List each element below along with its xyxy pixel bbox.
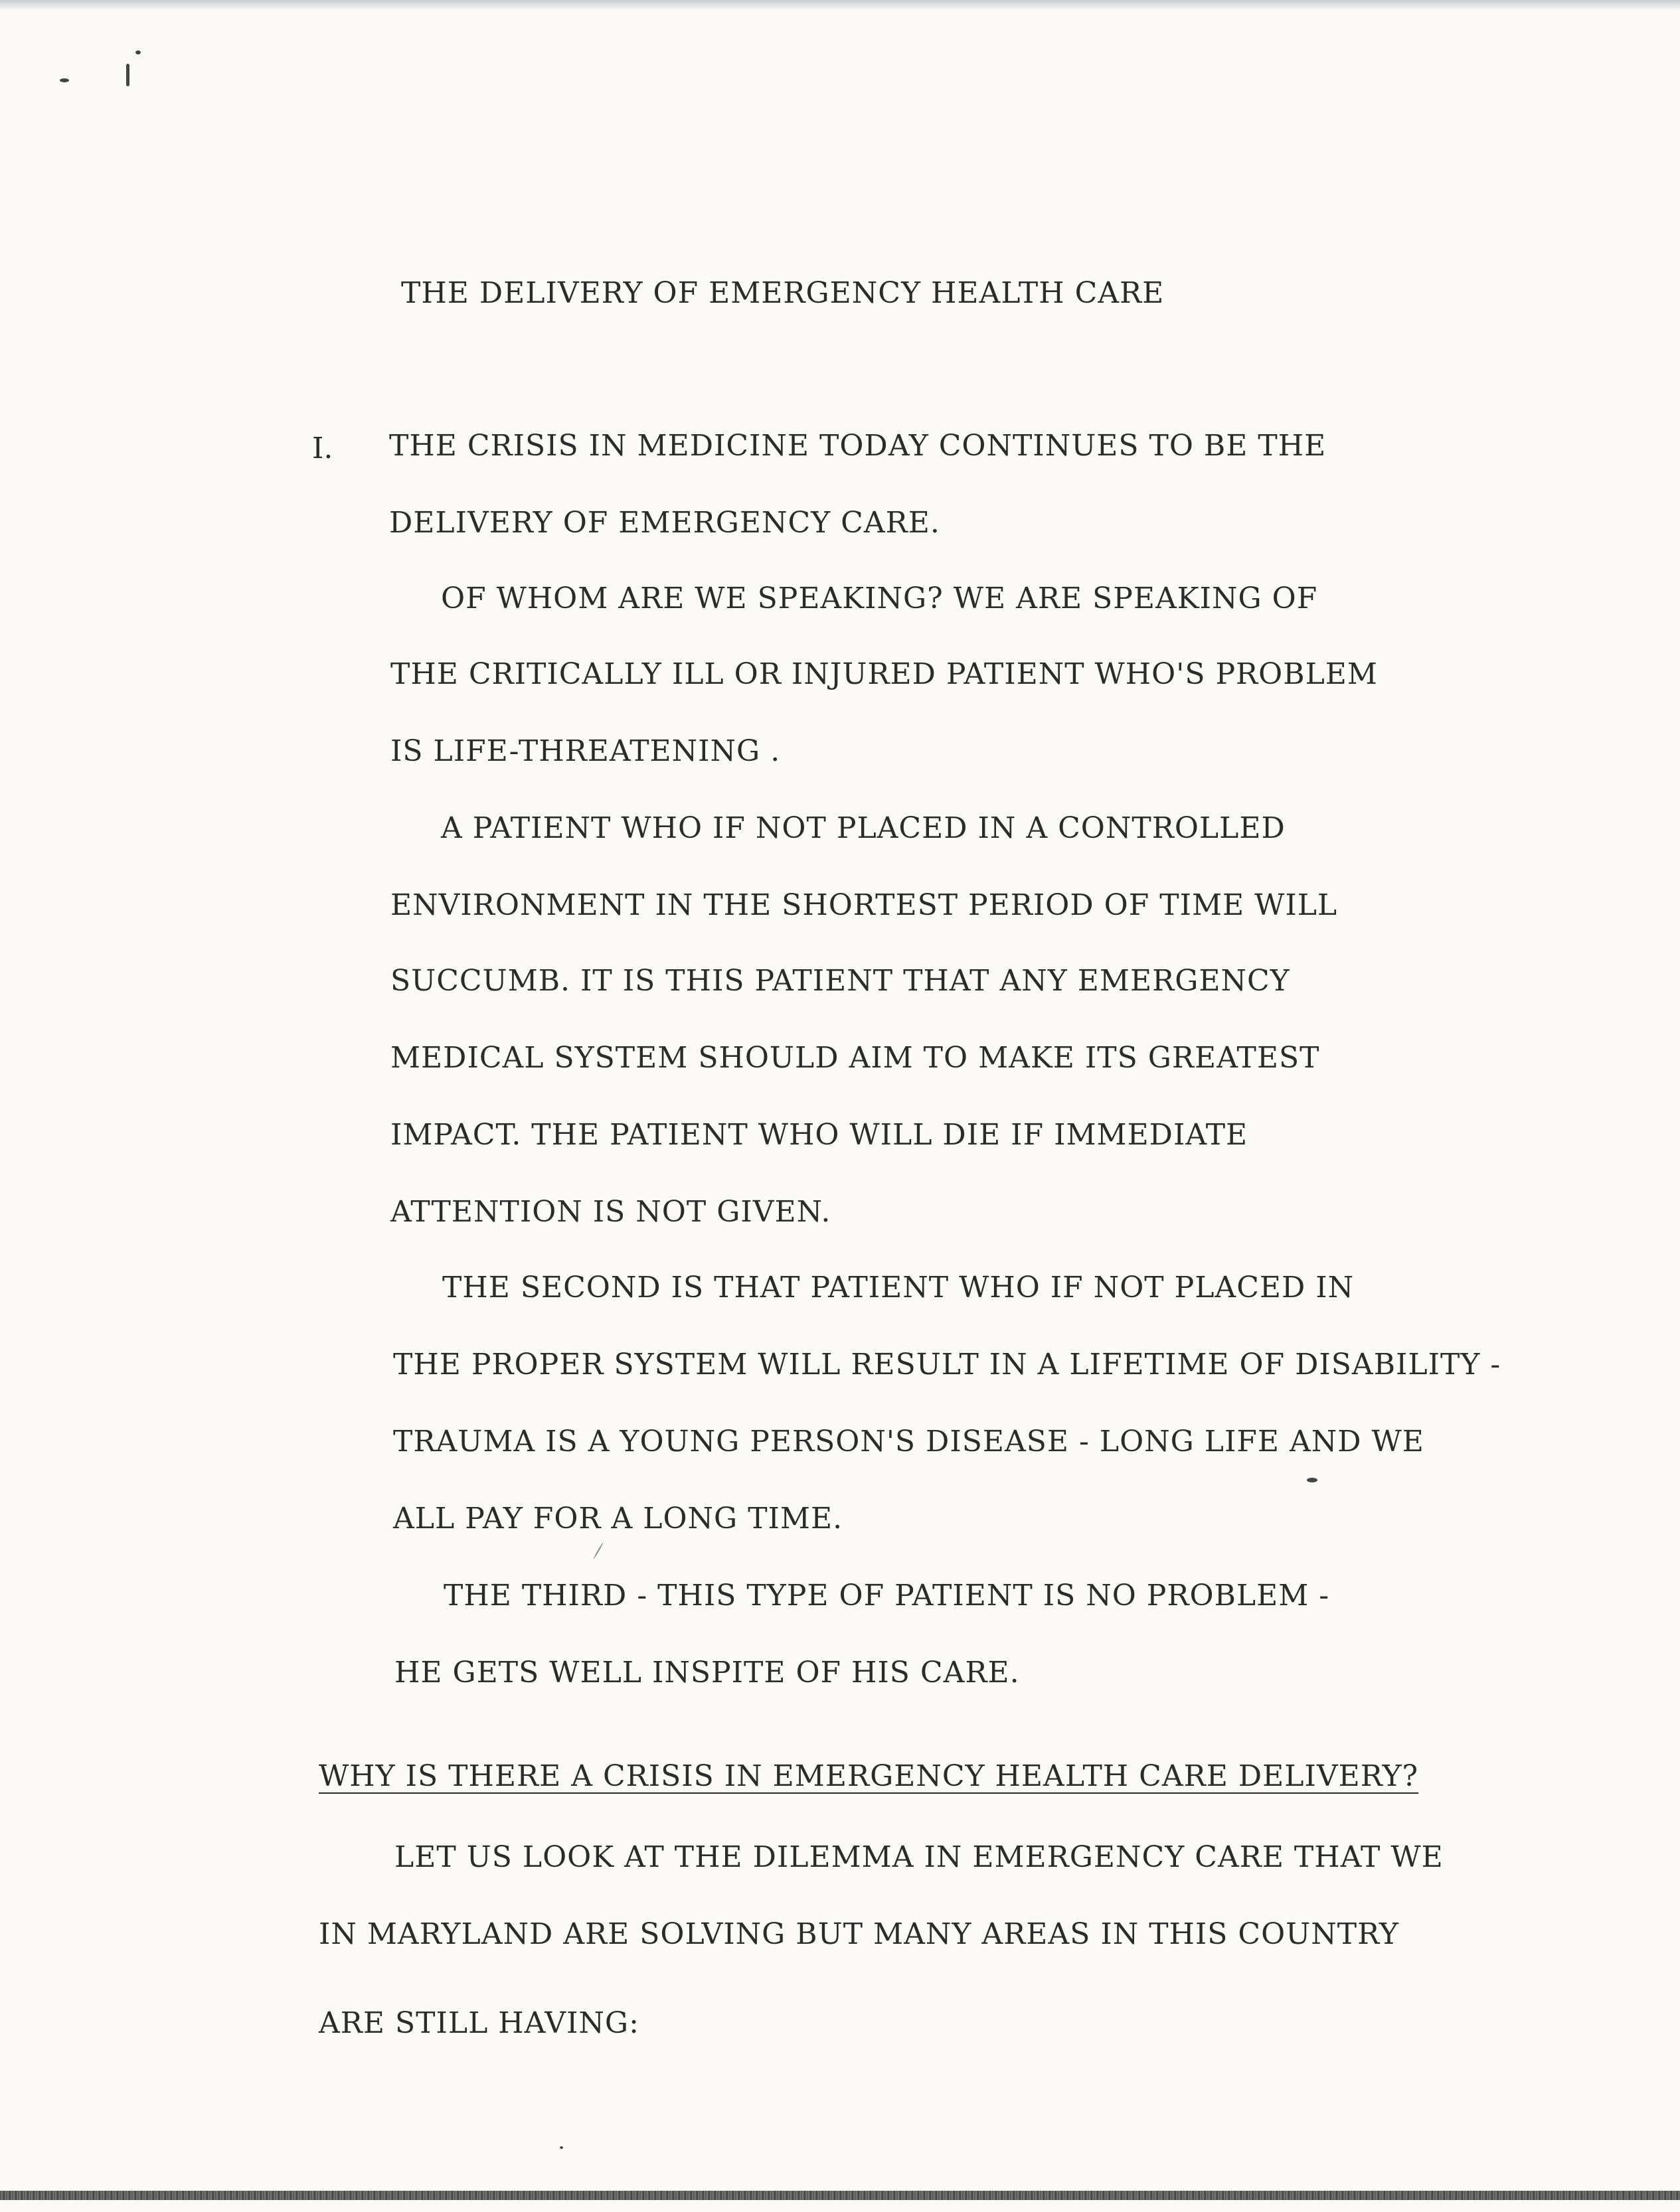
body-line: IS LIFE-THREATENING . — [390, 734, 781, 768]
body-line: IN MARYLAND ARE SOLVING BUT MANY AREAS IN THIS COUNTRY — [319, 1917, 1399, 1951]
body-line: THE CRISIS IN MEDICINE TODAY CONTINUES TO BE THE — [389, 429, 1327, 463]
body-line: THE CRITICALLY ILL OR INJURED PATIENT WHO'S PROBLEM — [390, 657, 1378, 691]
body-line: ARE STILL HAVING: — [319, 2006, 639, 2040]
body-line: ENVIRONMENT IN THE SHORTEST PERIOD OF TIME WILL — [390, 888, 1338, 922]
section-number: I. — [312, 432, 333, 465]
scan-speck — [60, 78, 69, 82]
scan-speck — [135, 50, 141, 54]
body-line: ALL PAY FOR A LONG TIME. — [393, 1502, 843, 1536]
document-title: THE DELIVERY OF EMERGENCY HEALTH CARE — [401, 276, 1165, 310]
scan-speck — [1307, 1478, 1317, 1482]
body-line: THE SECOND IS THAT PATIENT WHO IF NOT PLACED IN — [442, 1271, 1355, 1304]
body-line: A PATIENT WHO IF NOT PLACED IN A CONTROLLED — [441, 811, 1286, 845]
body-line: THE PROPER SYSTEM WILL RESULT IN A LIFETIME OF DISABILITY - — [393, 1348, 1501, 1382]
page-top-shadow — [0, 0, 1680, 11]
body-line: HE GETS WELL INSPITE OF HIS CARE. — [394, 1656, 1020, 1690]
body-line: OF WHOM ARE WE SPEAKING? WE ARE SPEAKING OF — [441, 582, 1318, 615]
body-line: DELIVERY OF EMERGENCY CARE. — [389, 506, 940, 540]
body-line: TRAUMA IS A YOUNG PERSON'S DISEASE - LONG LIFE AND WE — [393, 1425, 1424, 1459]
body-line: THE THIRD - THIS TYPE OF PATIENT IS NO PROBLEM - — [444, 1579, 1330, 1613]
page-bottom-edge — [0, 2191, 1680, 2212]
body-line: IMPACT. THE PATIENT WHO WILL DIE IF IMMEDIATE — [390, 1118, 1248, 1152]
scan-speck — [560, 2146, 563, 2149]
body-line: SUCCUMB. IT IS THIS PATIENT THAT ANY EMERGENCY — [390, 964, 1290, 998]
body-line: ATTENTION IS NOT GIVEN. — [390, 1195, 831, 1229]
body-line: MEDICAL SYSTEM SHOULD AIM TO MAKE ITS GREATEST — [390, 1041, 1320, 1075]
scan-speck — [126, 64, 129, 86]
body-line: LET US LOOK AT THE DILEMMA IN EMERGENCY CARE THAT WE — [394, 1840, 1444, 1874]
scan-mark — [593, 1542, 604, 1559]
section-heading: WHY IS THERE A CRISIS IN EMERGENCY HEALTH CARE DELIVERY? — [319, 1759, 1419, 1793]
